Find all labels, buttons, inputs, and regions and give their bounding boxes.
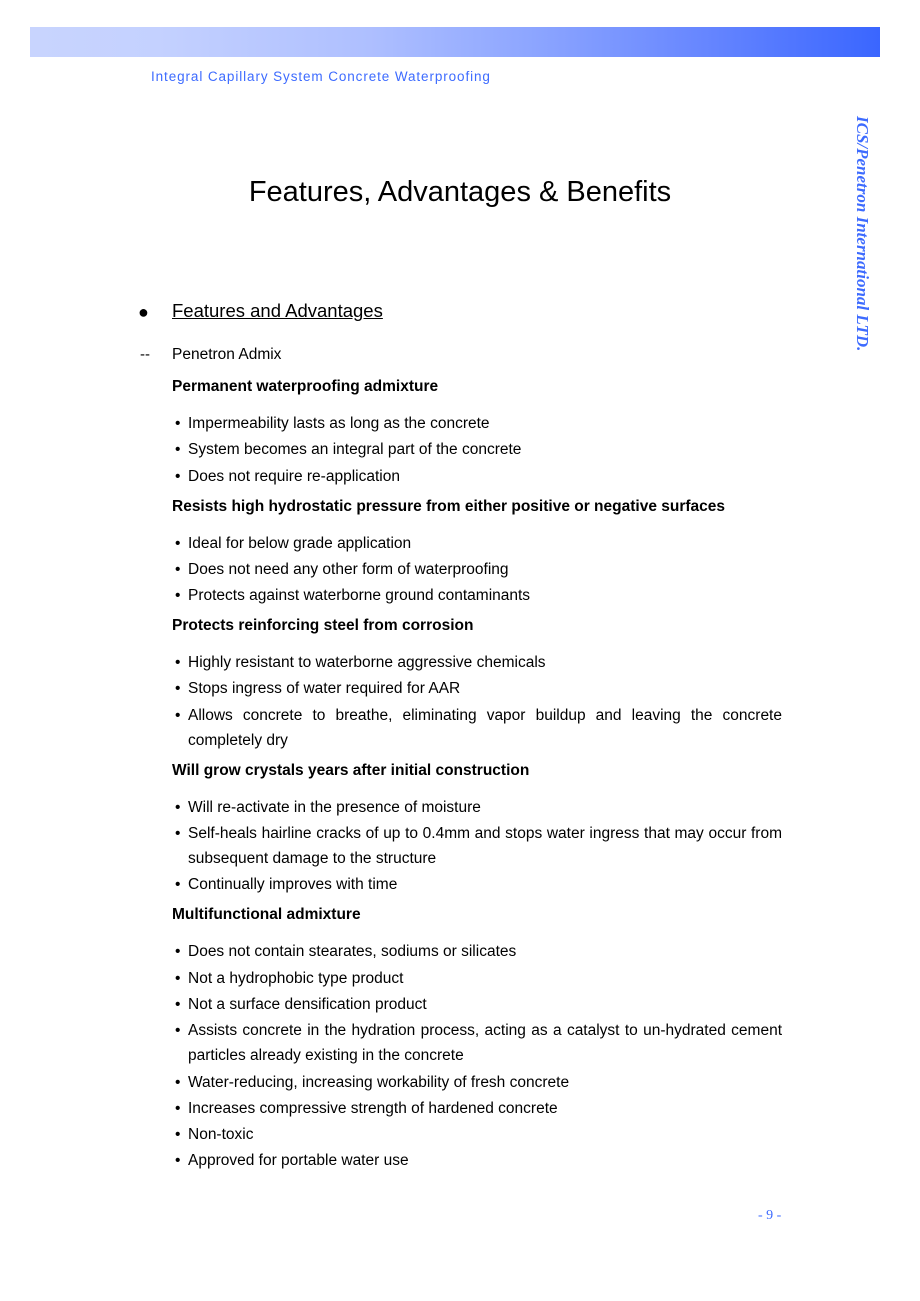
list-item <box>172 1122 782 1147</box>
running-title: Integral Capillary System Concrete Waterproofing <box>151 69 491 84</box>
item-text: Does not require re-application <box>188 467 400 485</box>
group-title: Multifunctional admixture <box>172 906 361 924</box>
group-title: Protects reinforcing steel from corrosion <box>172 617 474 635</box>
feature-list <box>172 939 782 1173</box>
bullet-icon: • <box>175 467 181 485</box>
bullet-icon: • <box>175 1073 181 1091</box>
bullet-icon: • <box>175 1022 181 1040</box>
item-text: Will re-activate in the presence of moisture <box>188 798 481 816</box>
list-item <box>172 939 782 964</box>
bullet-icon: • <box>175 825 181 843</box>
feature-group <box>172 905 782 1173</box>
list-item <box>172 1018 782 1068</box>
list-item <box>172 1070 782 1095</box>
item-text: Not a hydrophobic type product <box>188 969 404 987</box>
item-text: Not a surface densification product <box>188 995 427 1013</box>
list-item <box>172 531 782 556</box>
list-item <box>172 411 782 436</box>
list-item <box>172 437 782 462</box>
item-text: Ideal for below grade application <box>188 534 412 552</box>
bullet-icon: • <box>175 969 181 987</box>
list-item <box>172 464 782 489</box>
bullet-icon: • <box>175 680 181 698</box>
bullet-icon: • <box>175 798 181 816</box>
bullet-icon: • <box>175 560 181 578</box>
bullet-icon: • <box>175 654 181 672</box>
item-text: Continually improves with time <box>188 876 398 894</box>
feature-group <box>172 377 782 489</box>
list-item <box>172 821 782 871</box>
bullet-icon: • <box>175 587 181 605</box>
group-title: Permanent waterproofing admixture <box>172 378 439 395</box>
feature-list <box>172 650 782 753</box>
list-item <box>172 1148 782 1173</box>
item-text: Approved for portable water use <box>188 1152 409 1170</box>
bullet-icon: • <box>175 995 181 1013</box>
header-banner <box>30 27 880 57</box>
feature-groups <box>172 377 782 1175</box>
item-text: Does not contain stearates, sodiums or silicates <box>188 943 517 961</box>
item-text: Highly resistant to waterborne aggressive chemicals <box>188 654 546 672</box>
item-text: Impermeability lasts as long as the concrete <box>188 415 490 432</box>
feature-list <box>172 411 782 489</box>
dash-marker: -- <box>140 346 150 363</box>
bullet-icon: • <box>175 876 181 894</box>
item-text: System becomes an integral part of the concrete <box>188 441 522 459</box>
bullet-icon: • <box>175 441 181 459</box>
side-company-label: ICS/Penetron International LTD. <box>853 116 872 352</box>
item-text: Allows concrete to breathe, eliminating vapor buildup and leaving the concrete completely dry <box>188 706 782 749</box>
feature-list <box>172 531 782 609</box>
list-item <box>172 1096 782 1121</box>
list-item <box>172 583 782 608</box>
group-title: Resists high hydrostatic pressure from either positive or negative surfaces <box>172 497 726 515</box>
section-heading: Features and Advantages <box>172 300 383 321</box>
product-name: Penetron Admix <box>172 346 282 363</box>
list-item <box>172 703 782 753</box>
section-bullet-icon: ● <box>138 302 149 322</box>
list-item <box>172 650 782 675</box>
bullet-icon: • <box>175 534 181 552</box>
item-text: Self-heals hairline cracks of up to 0.4mm and stops water ingress that may occur from subsequent damage to the structure <box>188 825 782 868</box>
page-title: Features, Advantages & Benefits <box>248 176 672 208</box>
item-text: Non-toxic <box>188 1126 254 1144</box>
feature-group <box>172 616 782 753</box>
bullet-icon: • <box>175 706 181 724</box>
item-text: Increases compressive strength of hardened concrete <box>188 1099 558 1117</box>
bullet-icon: • <box>175 415 181 432</box>
feature-group <box>172 497 782 609</box>
bullet-icon: • <box>175 1126 181 1144</box>
bullet-icon: • <box>175 1152 181 1170</box>
list-item <box>172 676 782 701</box>
feature-group <box>172 761 782 898</box>
list-item <box>172 557 782 582</box>
item-text: Stops ingress of water required for AAR <box>188 680 461 698</box>
bullet-icon: • <box>175 1099 181 1117</box>
list-item <box>172 872 782 897</box>
list-item <box>172 795 782 820</box>
item-text: Does not need any other form of waterproofing <box>188 560 509 578</box>
item-text: Water-reducing, increasing workability of fresh concrete <box>188 1073 570 1091</box>
list-item <box>172 966 782 991</box>
feature-list <box>172 795 782 898</box>
group-title: Will grow crystals years after initial construction <box>172 761 530 779</box>
item-text: Protects against waterborne ground contaminants <box>188 587 531 605</box>
item-text: Assists concrete in the hydration process, acting as a catalyst to un-hydrated cement particles already existing in the concrete <box>188 1022 782 1065</box>
list-item <box>172 992 782 1017</box>
page-number: - 9 - <box>758 1208 782 1223</box>
bullet-icon: • <box>175 943 181 961</box>
